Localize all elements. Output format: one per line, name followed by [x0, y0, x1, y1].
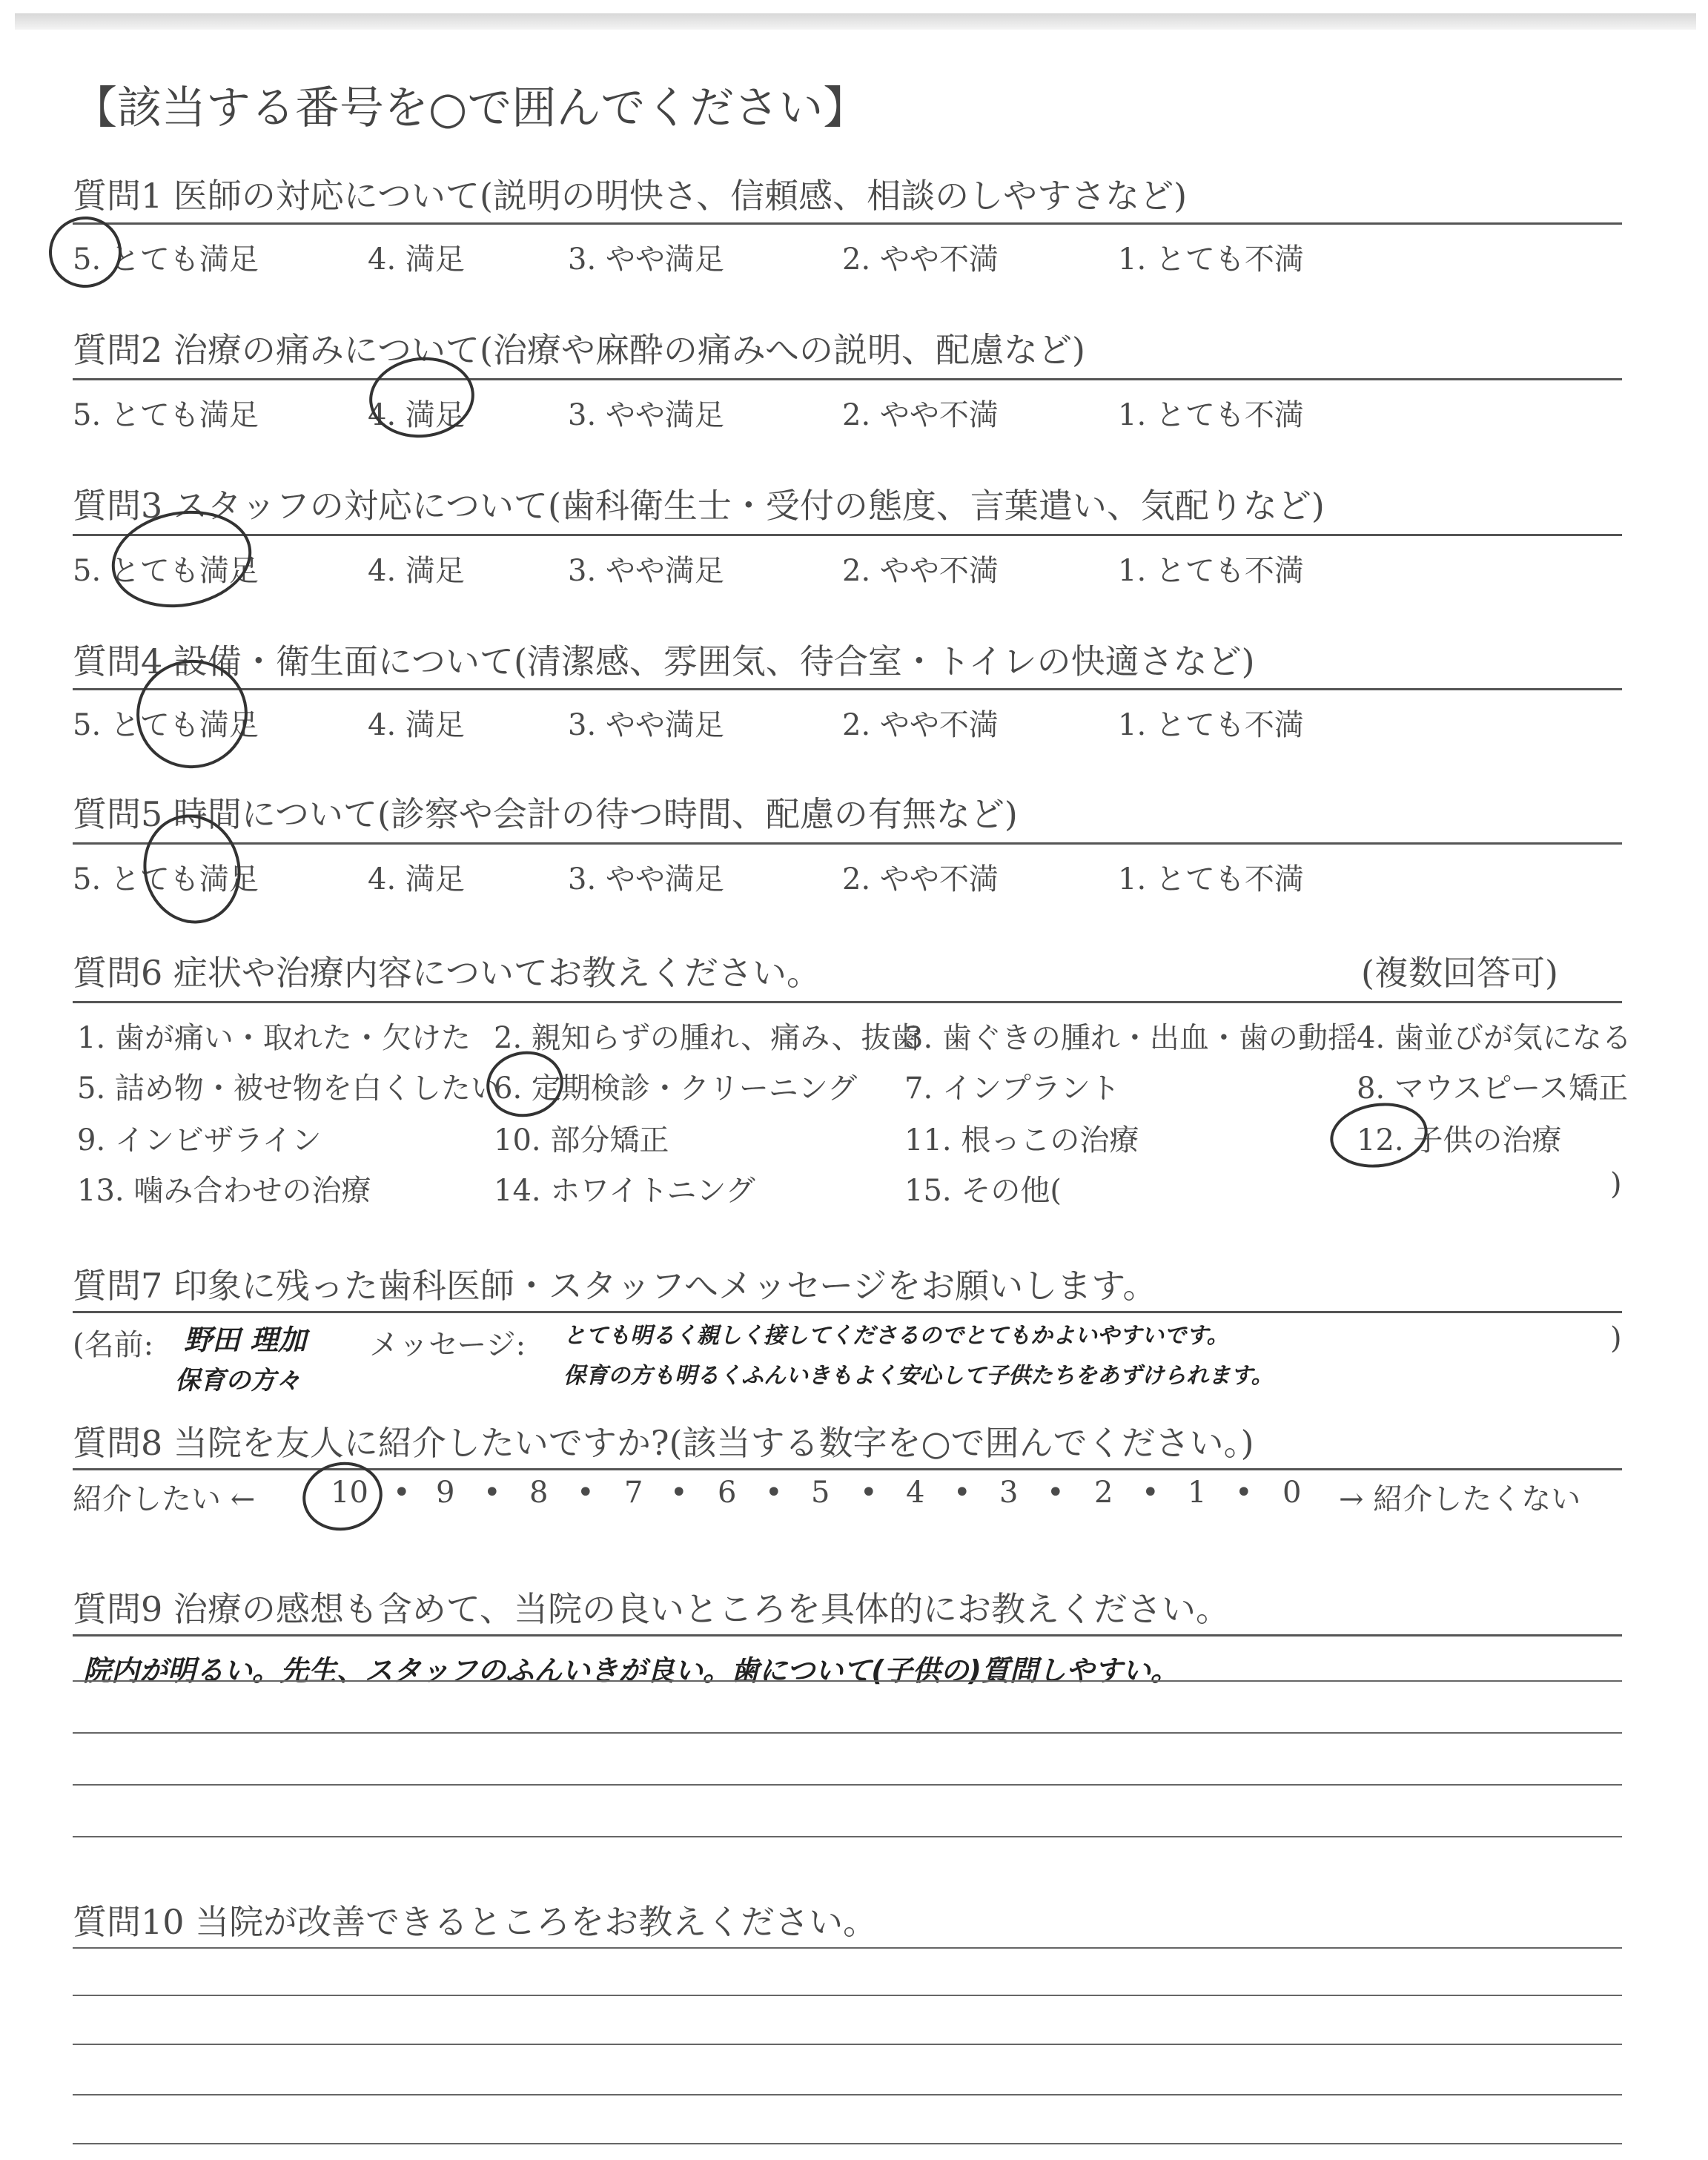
q1-option-5[interactable]: 5. とても満足: [73, 242, 259, 277]
question-4-title: 質問4 設備・衛生面について(清潔感、雰囲気、待合室・トイレの快適さなど): [73, 641, 1255, 681]
q6-item-15[interactable]: 15. その他(: [904, 1174, 1062, 1208]
q6-item-6[interactable]: 6. 定期検診・クリーニング: [494, 1071, 858, 1106]
question-2-rule: [73, 378, 1622, 380]
question-3-title: 質問3 スタッフの対応について(歯科衛生士・受付の態度、言葉遣い、気配りなど): [73, 486, 1325, 526]
q3-option-3[interactable]: 3. やや満足: [568, 554, 724, 588]
q5-option-1[interactable]: 1. とても不満: [1118, 862, 1304, 896]
question-3-rule: [73, 534, 1622, 536]
instruction-heading: 【該当する番号を○で囲んでください】: [73, 82, 868, 134]
question-5-rule: [73, 842, 1622, 845]
q5-option-5[interactable]: 5. とても満足: [73, 862, 259, 896]
q6-other-close-paren: ): [1610, 1167, 1622, 1201]
question-1-title: 質問1 医師の対応について(説明の明快さ、信頼感、相談のしやすさなど): [73, 176, 1188, 216]
q8-scale-0[interactable]: 0: [1282, 1476, 1302, 1510]
q3-option-1[interactable]: 1. とても不満: [1118, 554, 1304, 588]
q6-item-13[interactable]: 13. 噛み合わせの治療: [77, 1174, 371, 1208]
q8-scale-9[interactable]: 9: [436, 1476, 455, 1510]
scan-top-band: [15, 13, 1696, 30]
q10-answer-line: [73, 2044, 1622, 2045]
question-9-rule: [73, 1634, 1622, 1636]
q6-item-11[interactable]: 11. 根っこの治療: [904, 1123, 1139, 1157]
q2-option-5[interactable]: 5. とても満足: [73, 398, 259, 432]
q8-right-label: → 紹介したくない: [1339, 1482, 1581, 1516]
q6-item-3[interactable]: 3. 歯ぐきの腫れ・出血・歯の動揺: [904, 1021, 1357, 1055]
q8-separator: •: [393, 1476, 411, 1510]
q1-option-3[interactable]: 3. やや満足: [568, 242, 724, 277]
question-1-rule: [73, 222, 1622, 225]
q2-option-4[interactable]: 4. 満足: [368, 398, 465, 432]
q5-option-2[interactable]: 2. やや不満: [842, 862, 999, 896]
q8-scale-4[interactable]: 4: [906, 1476, 925, 1510]
q8-scale-3[interactable]: 3: [999, 1476, 1019, 1510]
q6-item-5[interactable]: 5. 詰め物・被せ物を白くしたい: [77, 1071, 500, 1106]
question-2-title: 質問2 治療の痛みについて(治療や麻酔の痛みへの説明、配慮など): [73, 330, 1085, 370]
q1-option-1[interactable]: 1. とても不満: [1118, 242, 1304, 277]
q8-scale-5[interactable]: 5: [811, 1476, 830, 1510]
q8-separator: •: [1142, 1476, 1159, 1510]
q7-close-paren: ): [1610, 1321, 1622, 1355]
q10-answer-line: [73, 2094, 1622, 2095]
q8-left-label: 紹介したい ←: [73, 1482, 256, 1516]
q8-separator: •: [953, 1476, 971, 1510]
q8-separator: •: [577, 1476, 595, 1510]
question-9-title: 質問9 治療の感想も含めて、当院の良いところを具体的にお教えください。: [73, 1589, 1230, 1629]
q1-option-4[interactable]: 4. 満足: [368, 242, 465, 277]
q2-option-2[interactable]: 2. やや不満: [842, 398, 999, 432]
question-4-rule: [73, 688, 1622, 690]
q8-separator: •: [1047, 1476, 1065, 1510]
question-6-note: (複数回答可): [1361, 953, 1558, 993]
q2-option-3[interactable]: 3. やや満足: [568, 398, 724, 432]
q1-option-2[interactable]: 2. やや不満: [842, 242, 999, 277]
q6-item-12[interactable]: 12. 子供の治療: [1357, 1123, 1562, 1157]
question-6-rule: [73, 1001, 1622, 1003]
q4-option-4[interactable]: 4. 満足: [368, 708, 465, 742]
q6-item-4[interactable]: 4. 歯並びが気になる: [1357, 1021, 1632, 1055]
q6-item-6-circle: [481, 1046, 569, 1123]
q6-item-9[interactable]: 9. インビザライン: [77, 1123, 322, 1157]
q7-message-handwritten-1: とても明るく親しく接してくださるのでとてもかよいやすいです。: [563, 1323, 1229, 1349]
q5-option-4[interactable]: 4. 満足: [368, 862, 465, 896]
q8-scale-7[interactable]: 7: [624, 1476, 643, 1510]
q4-option-2[interactable]: 2. やや不満: [842, 708, 999, 742]
q6-item-7[interactable]: 7. インプラント: [904, 1071, 1120, 1106]
q4-option-1[interactable]: 1. とても不満: [1118, 708, 1304, 742]
q6-item-2[interactable]: 2. 親知らずの腫れ、痛み、抜歯: [494, 1021, 921, 1055]
q8-scale-2[interactable]: 2: [1094, 1476, 1113, 1510]
q7-name-label: (名前:: [73, 1328, 154, 1362]
q10-answer-line: [73, 1995, 1622, 1996]
q9-answer-line: [73, 1732, 1622, 1734]
q8-separator: •: [1235, 1476, 1253, 1510]
q6-item-8[interactable]: 8. マウスピース矯正: [1357, 1071, 1629, 1106]
q6-item-12-circle: [1326, 1097, 1432, 1174]
question-8-rule: [73, 1468, 1622, 1470]
q7-message-handwritten-2: 保育の方も明るくふんいきもよく安心して子供たちをあずけられます。: [563, 1363, 1274, 1389]
q8-scale-1[interactable]: 1: [1188, 1476, 1207, 1510]
question-6-title: 質問6 症状や治療内容についてお教えください。: [73, 953, 821, 993]
question-7-title: 質問7 印象に残った歯科医師・スタッフへメッセージをお願いします。: [73, 1266, 1157, 1306]
q4-option-5[interactable]: 5. とても満足: [73, 708, 259, 742]
question-10-title: 質問10 当院が改善できるところをお教えください。: [73, 1902, 878, 1942]
q4-option-3[interactable]: 3. やや満足: [568, 708, 724, 742]
q9-answer-line: [73, 1836, 1622, 1837]
q8-scale-10[interactable]: 10: [331, 1476, 368, 1510]
q3-option-2[interactable]: 2. やや不満: [842, 554, 999, 588]
q3-option-5[interactable]: 5. とても満足: [73, 554, 259, 588]
q6-item-14[interactable]: 14. ホワイトニング: [494, 1174, 755, 1208]
q7-name-handwritten: 野田 理加: [184, 1324, 307, 1356]
q6-item-1[interactable]: 1. 歯が痛い・取れた・欠けた: [77, 1021, 471, 1055]
q9-answer-handwritten: 院内が明るい。先生、スタッフのふんいきが良い。歯について(子供の)質問しやすい。: [83, 1654, 1179, 1687]
q9-answer-line: [73, 1784, 1622, 1786]
question-7-rule: [73, 1311, 1622, 1313]
q7-name-handwritten-2: 保育の方々: [175, 1366, 301, 1396]
q8-separator: •: [860, 1476, 878, 1510]
q9-answer-line: [73, 1680, 1622, 1682]
q8-separator: •: [483, 1476, 501, 1510]
q10-answer-line: [73, 1947, 1622, 1949]
q2-option-1[interactable]: 1. とても不満: [1118, 398, 1304, 432]
q8-scale-8[interactable]: 8: [529, 1476, 549, 1510]
q8-scale-6[interactable]: 6: [718, 1476, 737, 1510]
q8-separator: •: [765, 1476, 783, 1510]
q10-answer-line: [73, 2143, 1622, 2144]
q3-option-4[interactable]: 4. 満足: [368, 554, 465, 588]
q6-item-10[interactable]: 10. 部分矯正: [494, 1123, 669, 1157]
question-8-title: 質問8 当院を友人に紹介したいですか?(該当する数字を○で囲んでください。): [73, 1423, 1254, 1463]
question-5-title: 質問5 時間について(診察や会計の待つ時間、配慮の有無など): [73, 794, 1018, 834]
q5-option-3[interactable]: 3. やや満足: [568, 862, 724, 896]
q8-separator: •: [670, 1476, 688, 1510]
q7-message-label: メッセージ:: [369, 1328, 526, 1362]
